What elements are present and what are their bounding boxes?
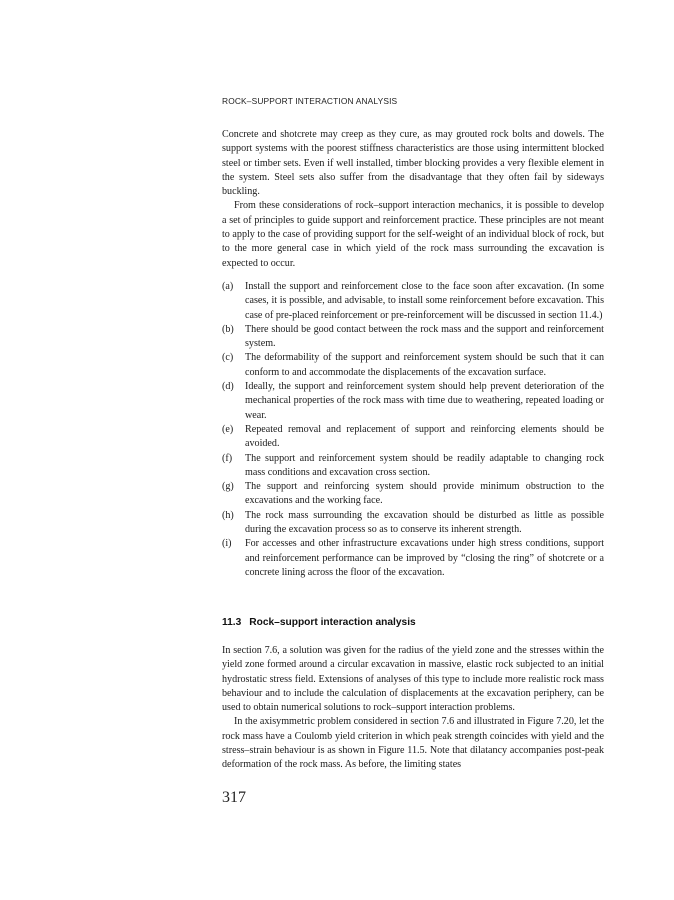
list-item-text: The support and reinforcing system should provide minimum obstruction to the excavations and the working face.	[245, 481, 604, 507]
paragraph: In the axisymmetric problem considered in section 7.6 and illustrated in Figure 7.20, let the rock mass have a Coulomb yield criterion in which peak strength coincides with yield and the stress–strain behaviour is as shown in Figure 11.5. Note that dilatancy accompanies post-peak deformation of the rock mass. As before, the limiting states	[222, 716, 604, 771]
list-item	[222, 351, 604, 380]
list-item-text: For accesses and other infrastructure excavations under high stress conditions, support and reinforcement performance can be improved by “closing the ring” of shotcrete or a concrete lining across the floor of the excavation.	[245, 538, 604, 578]
list-item	[222, 323, 604, 352]
paragraph: In section 7.6, a solution was given for the radius of the yield zone and the stresses within the yield zone formed around a circular excavation in massive, elastic rock subjected to an initial hydrostatic stress field. Extensions of analyses of this type to include more realistic rock mass behaviour and to include the calculation of displacements at the excavation periphery, can be used to obtain numerical solutions to rock–support interaction problems.	[222, 645, 604, 714]
list-item	[222, 423, 604, 452]
list-marker: (e)	[222, 423, 234, 435]
running-head: ROCK–SUPPORT INTERACTION ANALYSIS	[222, 96, 398, 106]
list-item-text: The deformability of the support and reinforcement system should be such that it can conform to and accommodate the displacements of the excavation surface.	[245, 352, 604, 378]
list-item-text: There should be good contact between the rock mass and the support and reinforcement system.	[245, 323, 604, 350]
paragraph: Concrete and shotcrete may creep as they cure, as may grouted rock bolts and dowels. The support systems with the poorest stiffness characteristics are those using intermittent blocked steel or timber sets. Even if well installed, timber blocking provides a very flexible element in the system. Steel sets also suffer from the disadvantage that they often fail by sideways buckling.	[222, 129, 604, 198]
section-body	[222, 644, 604, 773]
list-marker: (c)	[222, 352, 234, 364]
list-item-text: The support and reinforcement system should be readily adaptable to changing rock mass conditions and excavation cross section.	[245, 452, 604, 478]
list-item-text: Ideally, the support and reinforcement system should help prevent deterioration of the mechanical properties of the rock mass with time due to weathering, repeated loading or wear.	[245, 381, 604, 421]
section-title: Rock–support interaction analysis	[249, 617, 416, 628]
paragraph: From these considerations of rock–support interaction mechanics, it is possible to develop a set of principles to guide support and reinforcement practice. These principles are not meant to apply to the case of providing support for the self-weight of an individual block of rock, but to the more general case in which yield of the rock mass surrounding the excavation is expected to occur.	[222, 200, 604, 269]
list-marker: (g)	[222, 481, 234, 493]
list-item	[222, 280, 604, 323]
list-item	[222, 509, 604, 538]
principles-list	[222, 280, 604, 580]
list-marker: (b)	[222, 323, 234, 335]
list-marker: (i)	[222, 538, 232, 550]
intro-text	[222, 128, 604, 271]
list-item	[222, 537, 604, 580]
list-marker: (h)	[222, 509, 234, 521]
list-item	[222, 452, 604, 481]
list-marker: (f)	[222, 452, 233, 464]
list-marker: (a)	[222, 281, 234, 292]
list-item-text: Install the support and reinforcement close to the face soon after excavation. (In some cases, it is possible, and advisable, to install some reinforcement before excavation. This case of pre-placed reinforcement or pre-reinforcement will be discussed in section 11.4.)	[245, 281, 604, 321]
page-number: 317	[222, 789, 246, 806]
list-item-text: Repeated removal and replacement of support and reinforcing elements should be avoided.	[245, 423, 604, 450]
section-heading	[222, 617, 416, 628]
section-number: 11.3	[222, 617, 242, 628]
list-item	[222, 380, 604, 423]
list-item-text: The rock mass surrounding the excavation should be disturbed as little as possible during the excavation process so as to conserve its inherent strength.	[245, 509, 604, 536]
list-marker: (d)	[222, 381, 234, 393]
list-item	[222, 480, 604, 509]
